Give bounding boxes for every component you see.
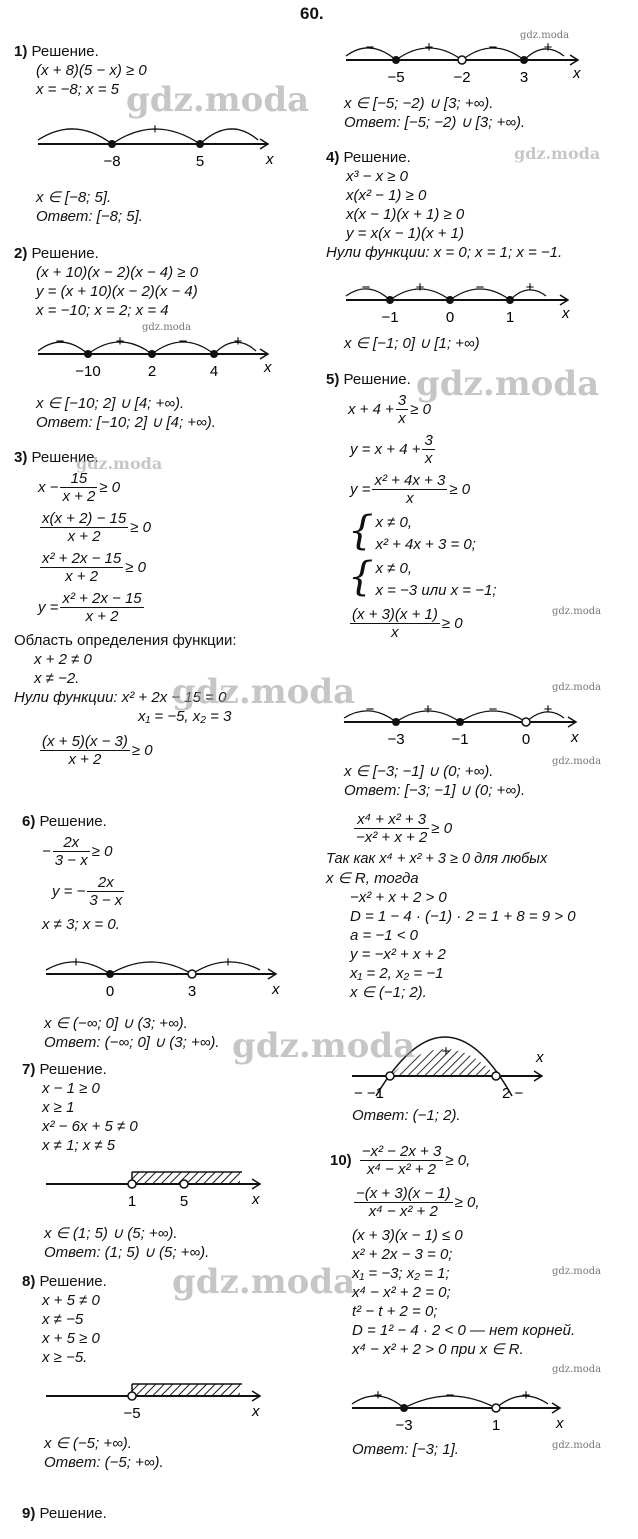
point-label: 5: [179, 1193, 189, 1210]
point-label: 5: [195, 153, 205, 170]
fraction: [354, 811, 429, 846]
point-label: −2: [453, 69, 471, 86]
math-line: Нули функции: x = 0; x = 1; x = −1.: [326, 244, 563, 261]
math-line: x = −3 или x = −1;: [375, 581, 497, 599]
watermark-logo: gdz.moda: [172, 672, 356, 712]
math-line: x − 1 ≥ 0: [42, 1080, 100, 1097]
math-text: ≥ 0,: [445, 1151, 471, 1169]
math-line: x = −10; x = 2; x = 4: [36, 302, 169, 319]
axis-var: x: [272, 981, 280, 998]
fraction: [422, 432, 434, 467]
problem-number: 7): [22, 1061, 36, 1078]
watermark-small: gdz.moda: [552, 606, 602, 617]
number-line-4: [340, 272, 590, 328]
number-line-3: [340, 30, 590, 88]
math-text: ≥ 0: [99, 478, 121, 496]
math-line: x + 2 ≠ 0: [34, 651, 92, 668]
denominator: 3 − x: [54, 851, 88, 869]
sign-label: +: [373, 1387, 383, 1404]
fraction: [87, 874, 124, 909]
answer-line: Ответ: [−8; 5].: [36, 208, 143, 225]
problem-4: [326, 148, 562, 262]
result-line: x ∈ (−5; +∞).: [44, 1435, 132, 1452]
math-line: a = −1 < 0: [350, 927, 418, 944]
point-label: 1: [491, 1417, 501, 1434]
numerator: 3: [424, 431, 433, 449]
denominator: 3 − x: [89, 891, 123, 909]
watermark-logo: gdz.moda: [172, 1262, 356, 1302]
point-label: −3: [395, 1417, 413, 1434]
answer-line: Ответ: [−10; 2] ∪ [4; +∞).: [36, 414, 216, 431]
point-label: −5: [123, 1405, 141, 1422]
math-text: ≥ 0,: [454, 1193, 480, 1211]
math-line: Нули функции: x² + 2x − 15 = 0: [14, 689, 227, 706]
result-1: [36, 188, 143, 226]
fraction: [40, 550, 123, 585]
sign-label: −: [361, 279, 371, 296]
problem-number: 5): [326, 371, 340, 388]
solution-label: Решение.: [343, 371, 411, 388]
fraction: [396, 392, 408, 427]
math-line: (x + 8)(5 − x) ≥ 0: [36, 62, 147, 79]
sign-label: +: [423, 701, 433, 718]
sign-label: −: [475, 279, 485, 296]
result-4: [344, 334, 480, 353]
sign-label: −: [146, 954, 156, 971]
math-line: x₁ = −3; x₂ = 1;: [352, 1265, 450, 1282]
math-text: ≥ 0: [449, 480, 471, 498]
math-line: x⁴ − x² + 2 > 0 при x ∈ R.: [352, 1341, 524, 1358]
denominator: x⁴ − x² + 2: [368, 1202, 438, 1220]
solution-label: Решение.: [31, 43, 99, 60]
problem-number: 4): [326, 149, 340, 166]
watermark-small: gdz.moda: [142, 322, 192, 333]
math-line: x² + 2x − 3 = 0;: [352, 1246, 453, 1263]
result-2: [36, 394, 216, 432]
watermark-logo: gdz.moda: [126, 80, 310, 120]
sign-label: +: [521, 1387, 531, 1404]
math-text: ≥ 0: [125, 558, 146, 576]
math-line: x ≥ 1: [42, 1099, 75, 1116]
math-text: x −: [38, 478, 59, 496]
math-text: ≥ 0: [91, 842, 113, 860]
problem-number: 8): [22, 1273, 36, 1290]
watermark-logo: gdz.moda: [232, 1026, 416, 1066]
point-label: −1: [451, 731, 469, 748]
numerator: x(x + 2) − 15: [42, 509, 127, 527]
point-label: 0: [445, 309, 455, 326]
math-line: x = −8; x = 5: [36, 81, 119, 98]
numerator: x² + 4x + 3: [374, 471, 446, 489]
page-title: 60.: [300, 4, 324, 23]
result-9: [352, 1106, 461, 1125]
number-line-5: [338, 694, 588, 752]
point-label: − −1: [354, 1085, 385, 1102]
math-line: x + 5 ≠ 0: [42, 1292, 100, 1309]
answer-line: Ответ: (−5; +∞).: [44, 1454, 164, 1471]
parabola-graph-9: [346, 1018, 586, 1104]
axis-var: x: [562, 305, 570, 322]
equation-system: { x ≠ 0, x = −3 или x = −1;: [348, 554, 497, 600]
fraction: [53, 834, 90, 869]
problem-3: [14, 448, 237, 770]
math-line: x ≠ −5: [42, 1311, 84, 1328]
result-10: [352, 1440, 459, 1459]
problem-number: 2): [14, 245, 28, 262]
problem-number: 1): [14, 43, 28, 60]
result-line: x ∈ [−1; 0] ∪ [1; +∞): [344, 335, 480, 352]
number-line-6: [38, 946, 288, 1002]
result-7: [44, 1224, 209, 1262]
number-line-1: [30, 112, 280, 172]
math-line: x³ − x ≥ 0: [346, 168, 408, 185]
text-line: x ∈ R, тогда: [326, 870, 419, 887]
math-line: x ≥ −5.: [42, 1349, 88, 1366]
answer-line: Ответ: (−∞; 0] ∪ (3; +∞).: [44, 1034, 220, 1051]
problem-number: 3): [14, 449, 28, 466]
denominator: x: [398, 409, 406, 427]
problem-8: [22, 1272, 107, 1367]
answer-line: Ответ: [−3; −1] ∪ (0; +∞).: [344, 782, 526, 799]
sign-label: +: [441, 1043, 451, 1060]
point-label: −3: [387, 731, 405, 748]
sign-label: −: [178, 333, 188, 350]
sign-label: +: [71, 954, 81, 971]
axis-var: x: [266, 151, 274, 168]
answer-line: Ответ: (1; 5) ∪ (5; +∞).: [44, 1244, 210, 1261]
sign-label: −: [65, 121, 75, 138]
axis-var: x: [536, 1049, 544, 1066]
sign-label: −: [55, 333, 65, 350]
answer-line: Ответ: [−3; 1].: [352, 1441, 459, 1458]
math-text: ≥ 0: [410, 400, 431, 418]
result-line: x ∈ [−10; 2] ∪ [4; +∞).: [36, 395, 185, 412]
math-line: x ≠ −2.: [34, 670, 80, 687]
solution-label: Решение.: [31, 245, 99, 262]
result-5: [344, 762, 525, 800]
denominator: x: [424, 449, 433, 467]
result-line: x ∈ [−5; −2) ∪ [3; +∞).: [344, 95, 494, 112]
numerator: x² + 2x − 15: [62, 589, 142, 607]
number-line-7: [38, 1162, 278, 1212]
math-text: ≥ 0: [441, 614, 463, 632]
sign-label: −: [228, 121, 238, 138]
math-line: y = (x + 10)(x − 2)(x − 4): [36, 283, 198, 300]
denominator: x + 2: [65, 567, 99, 585]
fraction: [354, 1185, 453, 1220]
problem-number: 9): [22, 1505, 36, 1522]
fraction: [60, 590, 143, 625]
denominator: x + 2: [85, 607, 119, 625]
sign-label: +: [115, 333, 125, 350]
result-line: x ∈ [−3; −1] ∪ (0; +∞).: [344, 763, 494, 780]
math-line: x² − 6x + 5 ≠ 0: [42, 1118, 138, 1135]
sign-label: +: [223, 954, 233, 971]
point-label: 2 −: [502, 1085, 524, 1102]
solution-label: Решение.: [39, 1505, 107, 1522]
numerator: 2x: [53, 834, 90, 852]
math-line: x ≠ 0,: [375, 513, 413, 531]
sign-label: −: [445, 1387, 455, 1404]
numerator: (x + 3)(x + 1): [352, 605, 438, 623]
text-line: Область определения функции:: [14, 632, 237, 649]
numerator: −x² − 2x + 3: [361, 1142, 442, 1160]
axis-var: x: [264, 359, 272, 376]
watermark-small: gdz.moda: [520, 30, 570, 41]
problem-1: [14, 42, 147, 99]
point-label: −8: [103, 153, 121, 170]
problem-9-header: [22, 1504, 107, 1523]
answer-line: Ответ: (−1; 2).: [352, 1107, 461, 1124]
axis-var: x: [571, 729, 579, 746]
sign-label: +: [150, 121, 160, 138]
watermark-logo: gdz.moda: [416, 364, 600, 404]
math-line: x₁ = −5, x₂ = 3: [138, 708, 232, 725]
math-text: y =: [38, 598, 59, 616]
problem-6: [22, 812, 126, 934]
math-line: x(x² − 1) ≥ 0: [346, 187, 427, 204]
math-line: y = −x² + x + 2: [350, 946, 446, 963]
point-label: 0: [521, 731, 531, 748]
sign-label: −: [365, 39, 375, 56]
sign-label: +: [543, 701, 553, 718]
result-3: [344, 94, 525, 132]
watermark-logo: gdz.moda: [514, 144, 601, 163]
watermark-small: gdz.moda: [552, 1266, 602, 1277]
math-line: −x² + x + 2 > 0: [350, 889, 447, 906]
point-label: −10: [75, 363, 101, 380]
watermark-small: gdz.moda: [552, 682, 602, 693]
math-text: y = x + 4 +: [350, 440, 421, 458]
solution-label: Решение.: [39, 1273, 107, 1290]
result-line: x ∈ (−∞; 0] ∪ (3; +∞).: [44, 1015, 188, 1032]
number-line-10: [346, 1380, 586, 1438]
math-text: y = −: [52, 882, 86, 900]
math-line: x + 5 ≥ 0: [42, 1330, 100, 1347]
fraction: [360, 1143, 444, 1178]
point-label: 0: [105, 983, 115, 1000]
sign-label: −: [365, 701, 375, 718]
point-label: 1: [127, 1193, 137, 1210]
solution-label: Решение.: [31, 449, 99, 466]
math-line: D = 1² − 4 · 2 < 0 — нет корней.: [352, 1322, 576, 1339]
math-line: y = x(x − 1)(x + 1): [346, 225, 464, 242]
math-line: x₁ = 2, x₂ = −1: [350, 965, 444, 982]
solution-label: Решение.: [343, 149, 411, 166]
fraction: [372, 472, 447, 507]
text-line: Так как x⁴ + x² + 3 ≥ 0 для любых: [326, 851, 548, 867]
axis-var: x: [252, 1403, 260, 1420]
numerator: 15: [60, 470, 97, 488]
sign-label: −: [488, 701, 498, 718]
numerator: −(x + 3)(x − 1): [356, 1184, 451, 1202]
watermark-small: gdz.moda: [552, 1364, 602, 1375]
denominator: x: [391, 623, 399, 641]
denominator: x + 2: [62, 487, 96, 505]
math-text: ≥ 0: [131, 741, 153, 759]
problem-number: 10): [330, 1151, 352, 1169]
watermark-logo: gdz.moda: [76, 454, 163, 473]
math-line: x ∈ (−1; 2).: [350, 984, 427, 1001]
number-line-2: [30, 326, 280, 382]
math-line: (x + 10)(x − 2)(x − 4) ≥ 0: [36, 264, 199, 281]
math-text: y =: [350, 480, 371, 498]
result-line: x ∈ (1; 5) ∪ (5; +∞).: [44, 1225, 178, 1242]
denominator: −x² + x + 2: [356, 828, 428, 846]
math-line: x⁴ − x² + 2 = 0;: [352, 1284, 451, 1301]
point-label: 3: [519, 69, 529, 86]
math-text: x + 4 +: [348, 400, 394, 418]
fraction: [40, 733, 130, 768]
axis-var: x: [573, 65, 581, 82]
result-6: [44, 1014, 220, 1052]
problem-7: [22, 1060, 138, 1155]
denominator: x + 2: [68, 750, 102, 768]
math-line: x² + 4x + 3 = 0;: [375, 535, 476, 553]
axis-var: x: [556, 1415, 564, 1432]
math-line: t² − t + 2 = 0;: [352, 1303, 438, 1320]
numerator: 3: [397, 391, 407, 409]
point-label: −1: [381, 309, 399, 326]
sign-label: +: [233, 333, 243, 350]
fraction: [60, 470, 97, 505]
number-line-8: [38, 1374, 278, 1424]
solution-label: Решение.: [39, 1061, 107, 1078]
equation-system: { x ≠ 0, x² + 4x + 3 = 0;: [348, 508, 476, 554]
axis-var: x: [252, 1191, 260, 1208]
sign-label: −: [488, 39, 498, 56]
math-line: x ≠ 1; x ≠ 5: [42, 1137, 116, 1154]
denominator: x + 2: [67, 527, 101, 545]
fraction: [350, 606, 440, 641]
point-label: 4: [209, 363, 219, 380]
answer-line: Ответ: [−5; −2) ∪ [3; +∞).: [344, 114, 526, 131]
numerator: (x + 5)(x − 3): [42, 732, 128, 750]
math-line: x ≠ 3; x = 0.: [42, 916, 120, 933]
point-label: 2: [147, 363, 157, 380]
math-text: −: [42, 842, 51, 860]
point-label: −5: [387, 69, 405, 86]
math-line: (x + 3)(x − 1) ≤ 0: [352, 1227, 463, 1244]
sign-label: +: [424, 39, 434, 56]
problem-9: [326, 808, 634, 1002]
math-text: ≥ 0: [130, 518, 151, 536]
math-text: ≥ 0: [431, 819, 453, 837]
result-8: [44, 1434, 164, 1472]
math-line: D = 1 − 4 · (−1) · 2 = 1 + 8 = 9 > 0: [350, 908, 576, 925]
problem-5: [326, 370, 497, 643]
point-label: 3: [187, 983, 197, 1000]
sign-label: +: [543, 39, 553, 56]
sign-label: +: [415, 279, 425, 296]
sign-label: +: [525, 279, 535, 296]
numerator: x⁴ + x² + 3: [354, 811, 429, 829]
numerator: 2x: [87, 874, 124, 892]
result-line: x ∈ [−8; 5].: [36, 189, 112, 206]
denominator: x: [406, 489, 414, 507]
watermark-small: gdz.moda: [552, 756, 602, 767]
problem-number: 6): [22, 813, 36, 830]
math-line: x ≠ 0,: [375, 559, 413, 577]
point-label: 1: [505, 309, 515, 326]
problem-2: [14, 244, 198, 320]
denominator: x⁴ − x² + 2: [366, 1160, 437, 1178]
numerator: x² + 2x − 15: [42, 549, 122, 567]
fraction: [40, 510, 128, 545]
watermark-small: gdz.moda: [552, 1440, 602, 1451]
math-line: x(x − 1)(x + 1) ≥ 0: [346, 206, 465, 223]
solution-label: Решение.: [39, 813, 107, 830]
problem-10: [330, 1140, 575, 1359]
